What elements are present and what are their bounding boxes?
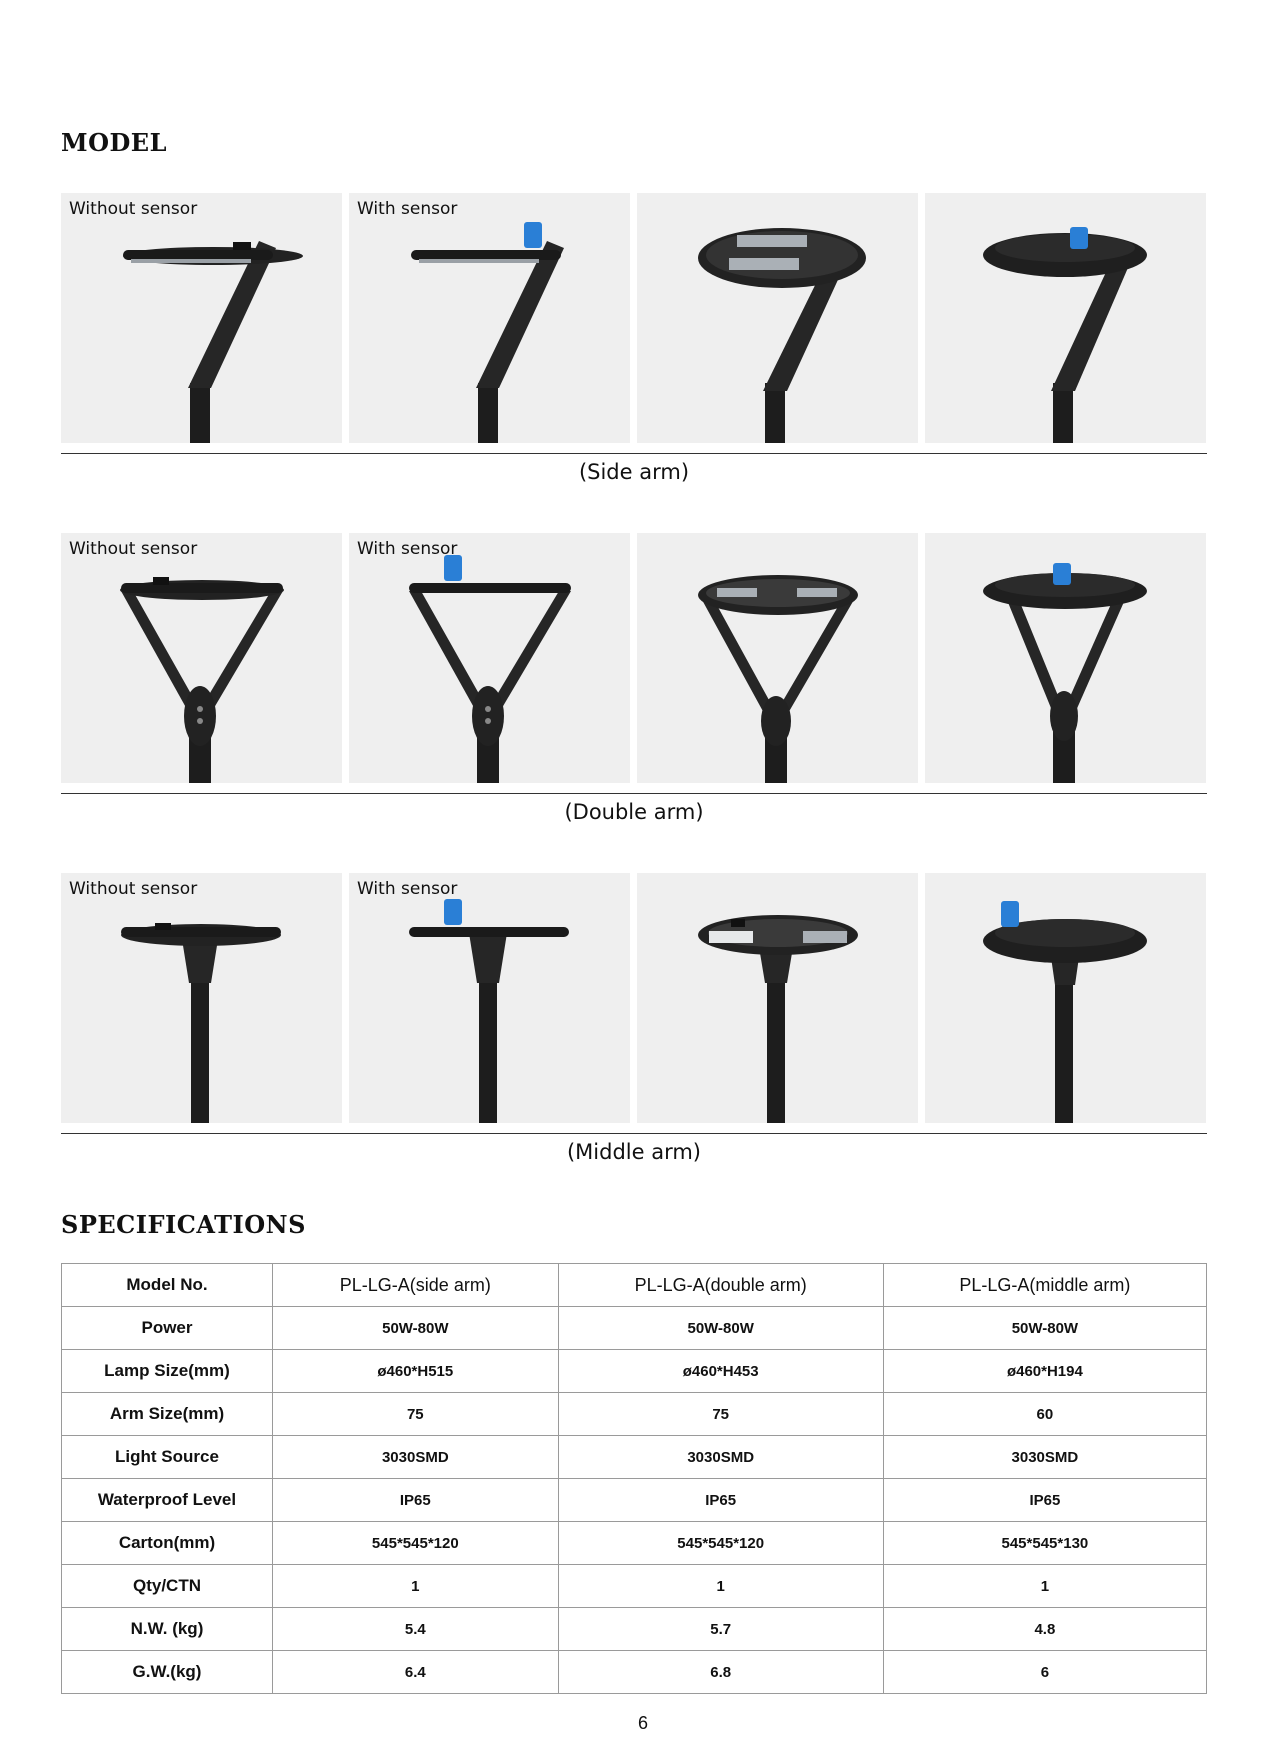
table-row: [62, 1522, 1207, 1565]
middle-arm-caption: (Middle arm): [566, 1140, 702, 1164]
table-row: [62, 1565, 1207, 1608]
side-arm-round-lamp-underside-icon: [637, 193, 918, 443]
row-label: Waterproof Level: [62, 1479, 273, 1522]
table-cell: ø460*H194: [883, 1350, 1206, 1393]
middle-arm-round-lamp-sensor-icon: [925, 873, 1206, 1123]
double-arm-section: [61, 533, 1207, 824]
double-arm-lamp-sensor-icon: [349, 533, 630, 783]
table-cell: IP65: [558, 1479, 883, 1522]
double-arm-panel-with-sensor: [349, 533, 630, 783]
side-arm-caption: (Side arm): [578, 460, 690, 484]
panel-label: Without sensor: [69, 199, 198, 219]
panel-label: Without sensor: [69, 539, 198, 559]
section-divider: [61, 453, 1207, 454]
table-header-cell: PL-LG-A(side arm): [273, 1264, 559, 1307]
specifications-table: [61, 1263, 1207, 1694]
table-cell: 545*545*130: [883, 1522, 1206, 1565]
table-cell: 545*545*120: [273, 1522, 559, 1565]
table-cell: 1: [273, 1565, 559, 1608]
middle-arm-section: [61, 873, 1207, 1164]
row-label: G.W.(kg): [62, 1651, 273, 1694]
table-cell: 6: [883, 1651, 1206, 1694]
model-heading: MODEL: [61, 128, 167, 157]
side-arm-lamp-icon: [61, 193, 342, 443]
table-cell: 60: [883, 1393, 1206, 1436]
side-arm-panels: [61, 193, 1207, 443]
side-arm-panel-without-sensor: [61, 193, 342, 443]
panel-label: With sensor: [357, 539, 458, 559]
table-cell: 50W-80W: [883, 1307, 1206, 1350]
row-label: Carton(mm): [62, 1522, 273, 1565]
row-label: Light Source: [62, 1436, 273, 1479]
table-cell: 6.8: [558, 1651, 883, 1694]
page-number: 6: [637, 1713, 648, 1733]
table-row: [62, 1350, 1207, 1393]
table-header-row: [62, 1264, 1207, 1307]
row-label: Power: [62, 1307, 273, 1350]
middle-arm-panel-without-sensor: [61, 873, 342, 1123]
table-cell: ø460*H453: [558, 1350, 883, 1393]
table-row: [62, 1651, 1207, 1694]
table-cell: 75: [273, 1393, 559, 1436]
table-cell: 50W-80W: [273, 1307, 559, 1350]
double-arm-caption: (Double arm): [564, 800, 704, 824]
table-row: [62, 1436, 1207, 1479]
table-row: [62, 1479, 1207, 1522]
middle-arm-panels: [61, 873, 1207, 1123]
table-cell: 1: [883, 1565, 1206, 1608]
side-arm-lamp-sensor-icon: [349, 193, 630, 443]
table-header-cell: PL-LG-A(middle arm): [883, 1264, 1206, 1307]
table-row: [62, 1608, 1207, 1651]
double-arm-panel-round-underside: [637, 533, 918, 783]
row-label: Arm Size(mm): [62, 1393, 273, 1436]
table-cell: 75: [558, 1393, 883, 1436]
panel-label: With sensor: [357, 199, 458, 219]
table-cell: 1: [558, 1565, 883, 1608]
side-arm-panel-with-sensor: [349, 193, 630, 443]
table-header-cell: PL-LG-A(double arm): [558, 1264, 883, 1307]
double-arm-round-lamp-underside-icon: [637, 533, 918, 783]
table-cell: 5.7: [558, 1608, 883, 1651]
table-cell: 6.4: [273, 1651, 559, 1694]
panel-label: Without sensor: [69, 879, 198, 899]
double-arm-panels: [61, 533, 1207, 783]
section-divider: [61, 793, 1207, 794]
middle-arm-lamp-icon: [61, 873, 342, 1123]
middle-arm-panel-round-underside: [637, 873, 918, 1123]
table-row: [62, 1307, 1207, 1350]
middle-arm-lamp-sensor-icon: [349, 873, 630, 1123]
table-cell: 4.8: [883, 1608, 1206, 1651]
table-cell: 3030SMD: [558, 1436, 883, 1479]
section-divider: [61, 1133, 1207, 1134]
table-header-cell: Model No.: [62, 1264, 273, 1307]
table-cell: IP65: [883, 1479, 1206, 1522]
double-arm-lamp-icon: [61, 533, 342, 783]
table-cell: IP65: [273, 1479, 559, 1522]
table-row: [62, 1393, 1207, 1436]
side-arm-round-lamp-sensor-icon: [925, 193, 1206, 443]
row-label: Qty/CTN: [62, 1565, 273, 1608]
table-cell: ø460*H515: [273, 1350, 559, 1393]
specifications-heading: SPECIFICATIONS: [61, 1210, 306, 1239]
middle-arm-panel-round-sensor: [925, 873, 1206, 1123]
double-arm-panel-round-sensor: [925, 533, 1206, 783]
double-arm-panel-without-sensor: [61, 533, 342, 783]
row-label: Lamp Size(mm): [62, 1350, 273, 1393]
table-cell: 5.4: [273, 1608, 559, 1651]
panel-label: With sensor: [357, 879, 458, 899]
side-arm-panel-round-sensor: [925, 193, 1206, 443]
table-cell: 3030SMD: [883, 1436, 1206, 1479]
side-arm-panel-round-underside: [637, 193, 918, 443]
middle-arm-panel-with-sensor: [349, 873, 630, 1123]
table-cell: 50W-80W: [558, 1307, 883, 1350]
side-arm-section: [61, 193, 1207, 484]
row-label: N.W. (kg): [62, 1608, 273, 1651]
middle-arm-round-lamp-underside-icon: [637, 873, 918, 1123]
double-arm-round-lamp-sensor-icon: [925, 533, 1206, 783]
table-cell: 545*545*120: [558, 1522, 883, 1565]
table-cell: 3030SMD: [273, 1436, 559, 1479]
